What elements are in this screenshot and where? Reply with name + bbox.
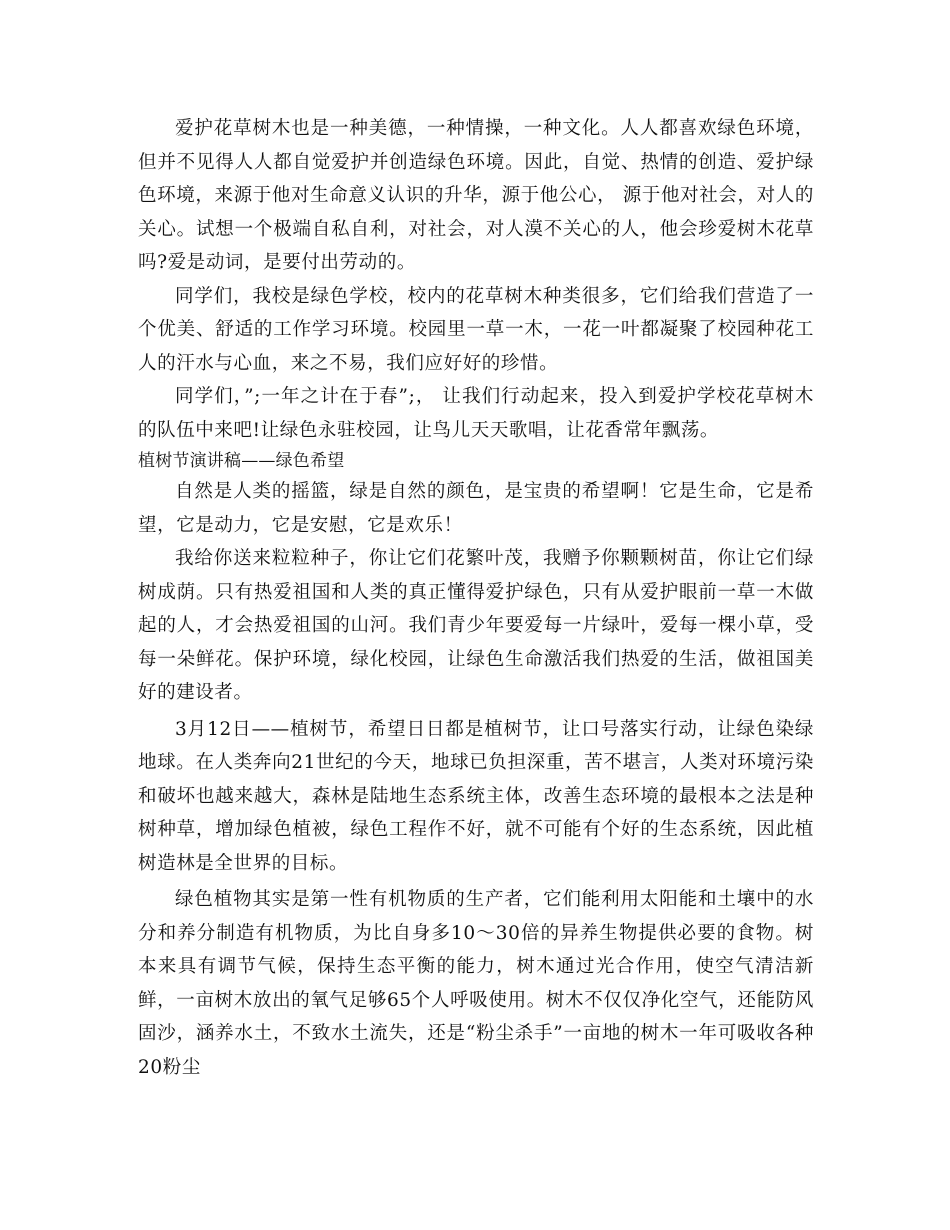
paragraph: 3月12日——植树节，希望日日都是植树节，让口号落实行动，让绿色染绿地球。在人类奔向21世纪的今天，地球已负担深重，苦不堪言，人类对环境污染和破坏也越来越大，森林是陆地生态系统主体，改善生态环境的最根本之法是种树种草，增加绿色植被，绿色工程作不好，就不可能有个好的生态系统，因此植树造林是全世界的目标。 (138, 718, 814, 874)
paragraph: 同学们，我校是绿色学校，校内的花草树木种类很多，它们给我们营造了一个优美、舒适的工作学习环境。校园里一草一木，一花一叶都凝聚了校园种花工人的汗水与心血，来之不易，我们应好好的珍惜。 (138, 285, 814, 374)
document-body (138, 112, 814, 1084)
section-title: 植树节演讲稿——绿色希望 (138, 451, 345, 471)
paragraph: 自然是人类的摇篮，绿是自然的颜色，是宝贵的希望啊！它是生命，它是希望，它是动力，它是安慰，它是欢乐！ (138, 481, 814, 536)
paragraph: 爱护花草树木也是一种美德，一种情操，一种文化。人人都喜欢绿色环境，但并不见得人人都自觉爱护并创造绿色环境。因此，自觉、热情的创造、爱护绿色环境，来源于他对生命意义认识的升华，源于他公心， 源于他对社会，对人的关心。试想一个极端自私自利，对社会，对人漠不关心的人，他会珍爱树木花草吗?爱是动词，是要付出劳动的。 (138, 118, 814, 273)
paragraph: 绿色植物其实是第一性有机物质的生产者，它们能利用太阳能和土壤中的水分和养分制造有机物质，为比自身多10～30倍的异养生物提供必要的食物。树本来具有调节气候，保持生态平衡的能力，树木通过光合作用，使空气清洁新鲜，一亩树木放出的氧气足够65个人呼吸使用。树木不仅仅净化空气，还能防风固沙，涵养水土，不致水土流失，还是“粉尘杀手”一亩地的树木一年可吸收各种20粉尘 (138, 889, 814, 1078)
paragraph: 我给你送来粒粒种子，你让它们花繁叶茂，我赠予你颗颗树苗，你让它们绿树成荫。只有热爱祖国和人类的真正懂得爱护绿色，只有从爱护眼前一草一木做起的人，才会热爱祖国的山河。我们青少年要爱每一片绿叶，爱每一棵小草，受每一朵鲜花。保护环境，绿化校园，让绿色生命激活我们热爱的生活，做祖国美好的建设者。 (138, 548, 814, 703)
paragraph: 同学们，”;一年之计在于春”;， 让我们行动起来，投入到爱护学校花草树木的队伍中来吧!让绿色永驻校园，让鸟儿天天歌唱，让花香常年飘荡。 (138, 386, 814, 441)
